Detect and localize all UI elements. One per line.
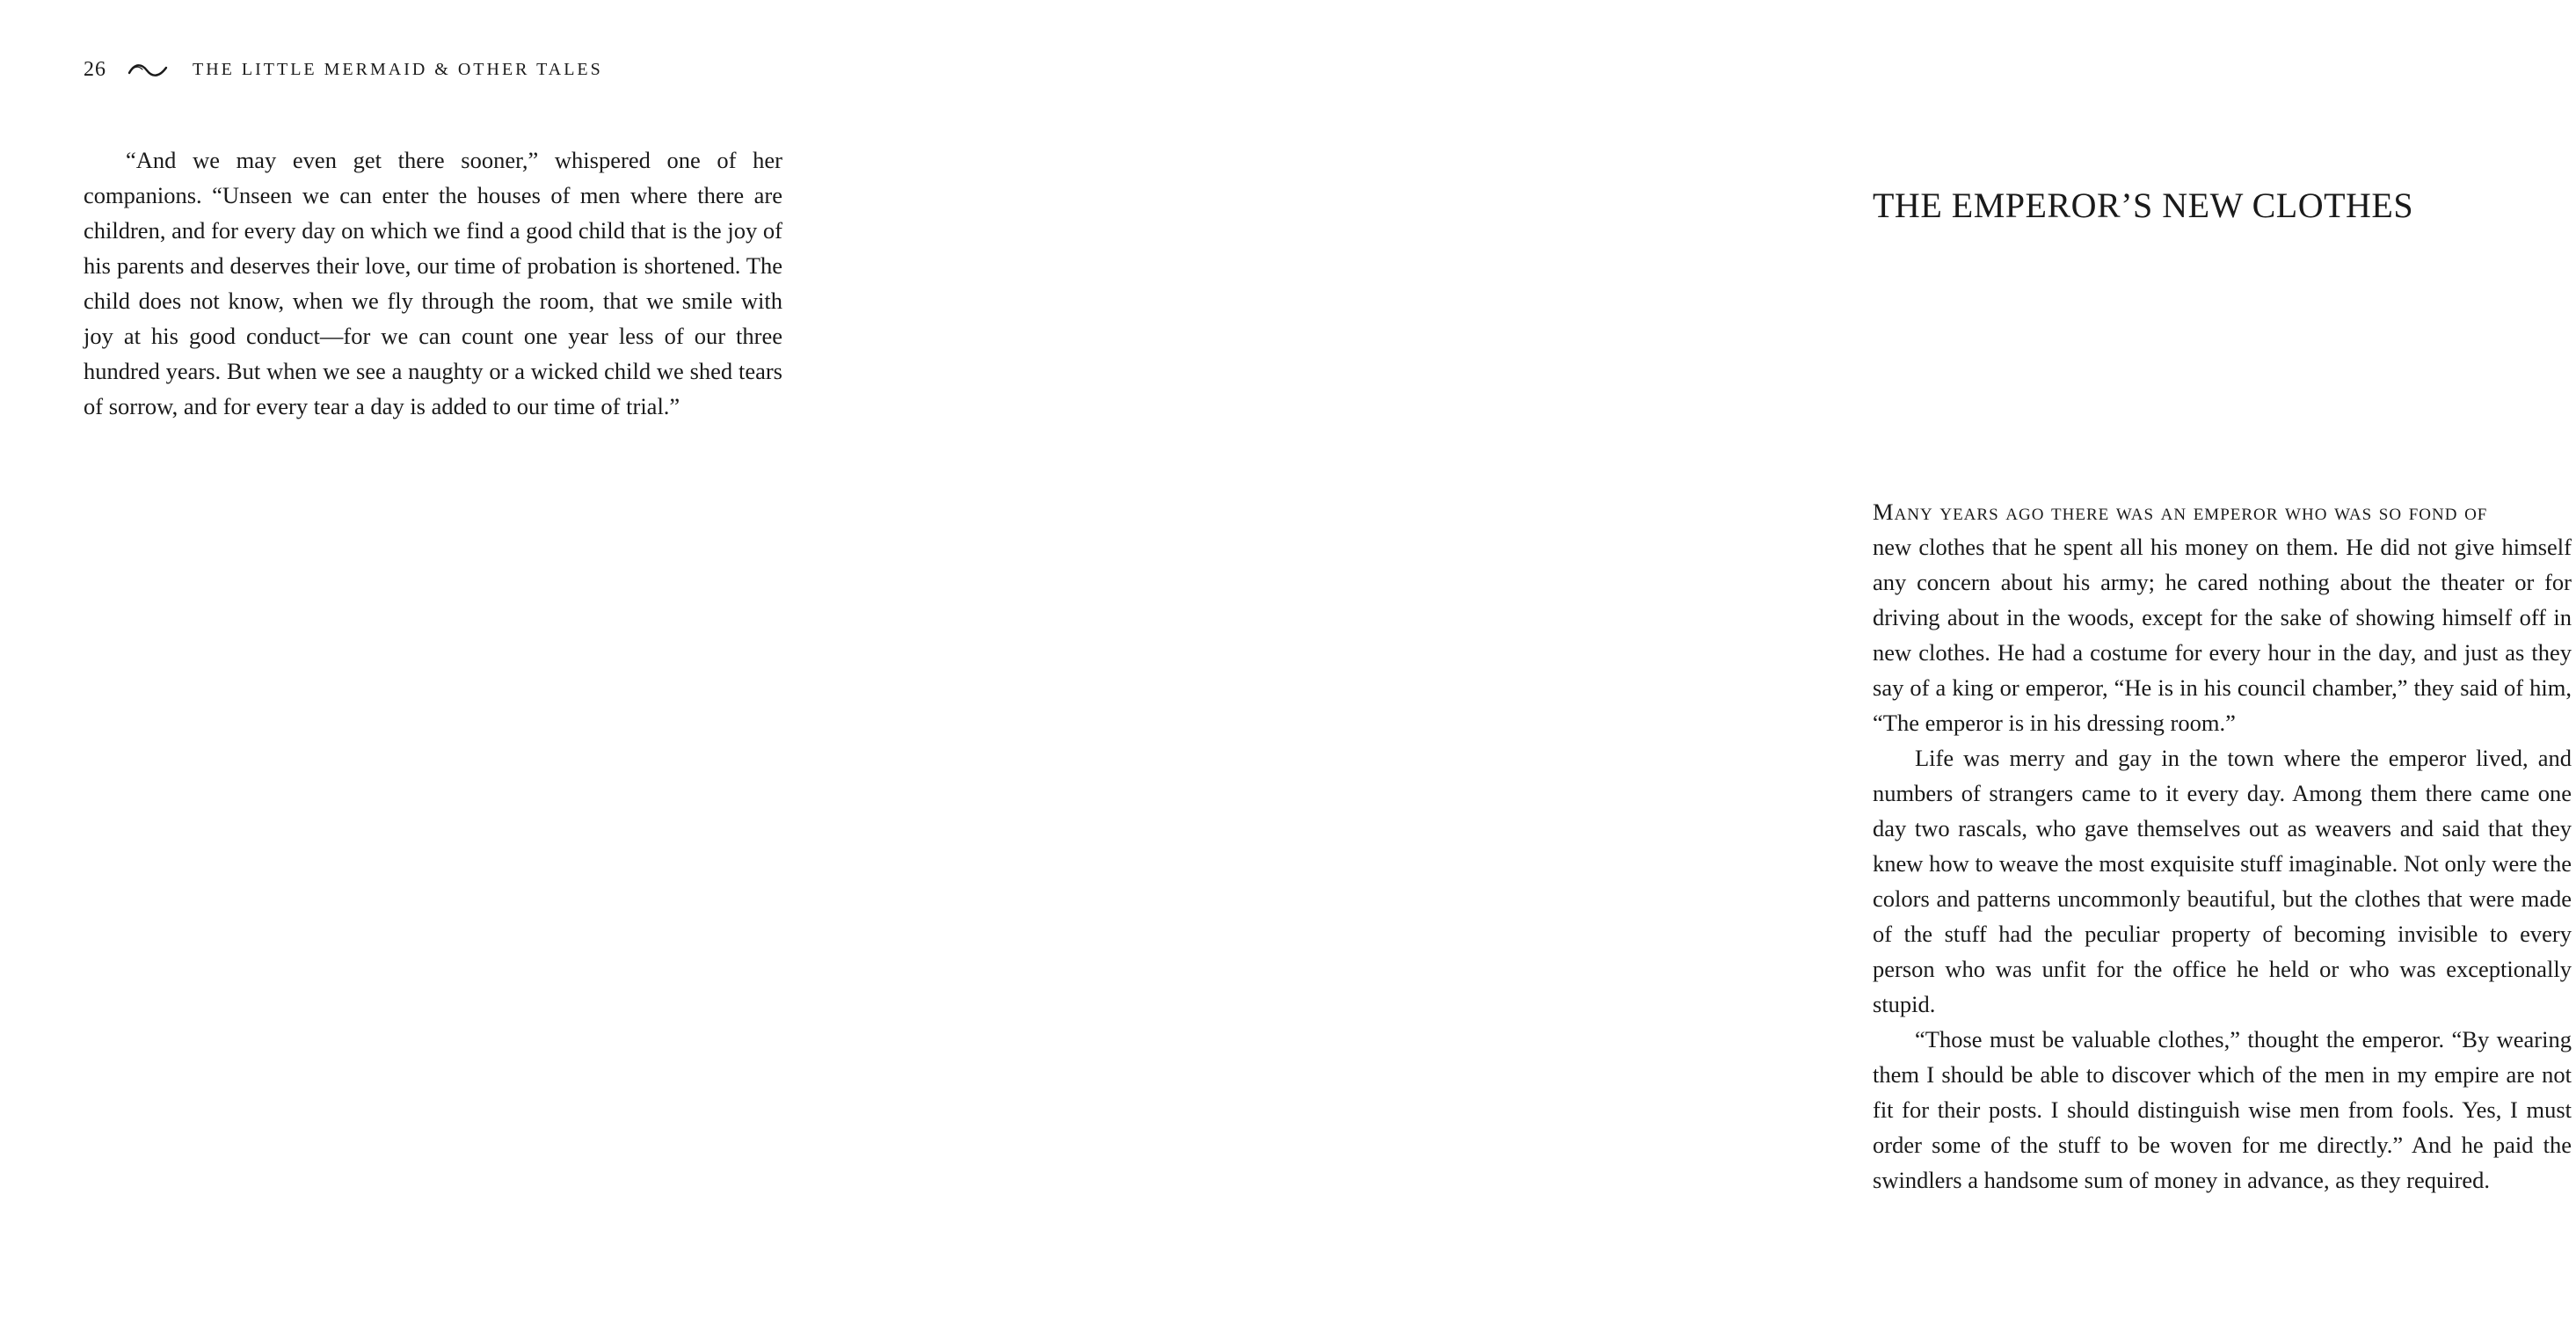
left-text-column — [84, 142, 782, 424]
running-title: THE LITTLE MERMAID & OTHER TALES — [193, 60, 603, 79]
swash-ornament-icon — [127, 62, 170, 79]
right-text-column — [1873, 494, 2572, 1198]
opening-lead-in — [1873, 494, 2572, 529]
body-paragraph: Life was merry and gay in the town where the emperor lived, and numbers of strangers came to it every day. Among them there came one day two rascals, who gave themselves out as weavers and said that they knew how to weave the most exquisite stuff imaginable. Not only were the colors and patterns uncommonly beautiful, but the clothes that were made of the stuff had the peculiar property of becoming invisible to every person who was unfit for the office he held or who was exceptionally stupid. — [1873, 745, 2572, 1017]
body-paragraph: “Those must be valuable clothes,” thought the emperor. “By wearing them I should be able to discover which of the men in my empire are not fit for their posts. I should distinguish wise men from fools. Yes, I must order some of the stuff to be woven for me directly.” And he paid the swindlers a handsome sum of money in advance, as they required. — [1873, 1026, 2572, 1193]
chapter-title: THE EMPEROR’S NEW CLOTHES — [1873, 186, 2414, 225]
left-page — [0, 0, 879, 1340]
body-paragraph: “And we may even get there sooner,” whispered one of her companions. “Unseen we can enter the houses of men where there are children, and for every day on which we find a good child that is the joy of his parents and deserves their love, our time of probation is shortened. The child does not know, when we fly through the room, that we smile with joy at his good conduct—for we can count one year less of our three hundred years. But when we see a naughty or a wicked child we shed tears of sorrow, and for every tear a day is added to our time of trial.” — [84, 147, 782, 419]
page-number: 26 — [84, 58, 106, 81]
body-paragraph: new clothes that he spent all his money on them. He did not give himself any concern about his army; he cared nothing about the theater or for driving about in the woods, except for the sake of showing himself off in new clothes. He had a costume for every hour in the day, and just as they say of a king or emperor, “He is in his council chamber,” they said of him, “The emperor is in his dressing room.” — [1873, 534, 2572, 736]
small-caps-lead-in: Many years ago there was an emperor who was so fond of — [1873, 499, 2488, 525]
right-page — [879, 0, 2572, 1340]
running-header — [84, 58, 603, 82]
